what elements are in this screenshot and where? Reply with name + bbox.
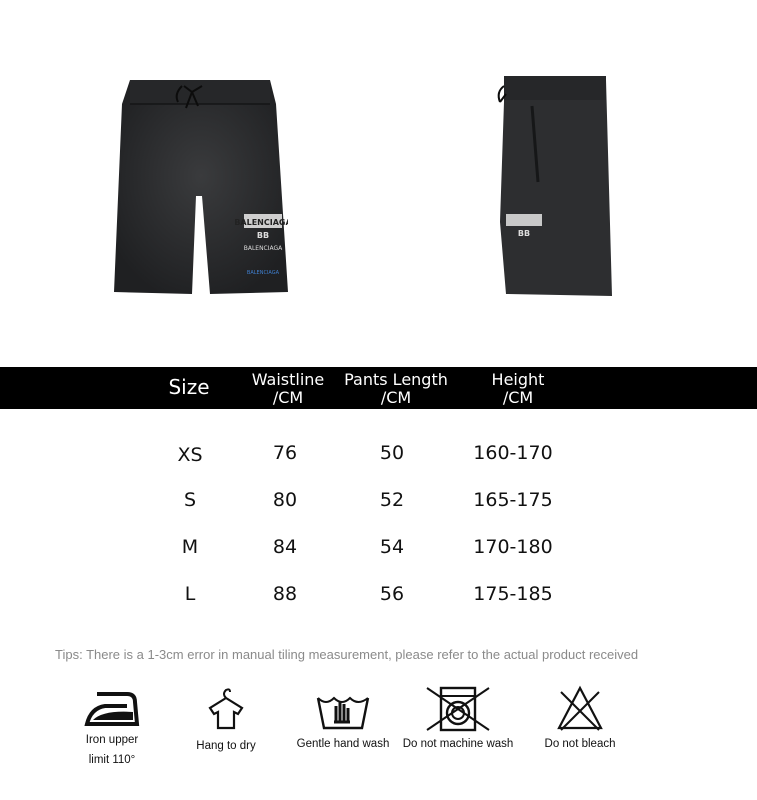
care-item-no-machine-wash xyxy=(398,684,518,754)
svg-text:BB: BB xyxy=(517,229,531,238)
header-pants-length: Pants Length /CM xyxy=(344,370,448,407)
height-cell: 175-185 xyxy=(473,583,553,605)
care-label: Gentle hand wash xyxy=(296,738,390,750)
hang-dry-icon xyxy=(204,684,248,734)
no-bleach-icon xyxy=(555,684,605,734)
shorts-front-image xyxy=(112,76,288,298)
iron-icon xyxy=(83,684,141,730)
length-cell: 50 xyxy=(379,442,405,464)
svg-text:BALENCIAGA: BALENCIAGA xyxy=(234,218,288,227)
waist-cell: 76 xyxy=(272,442,298,464)
height-cell: 165-175 xyxy=(473,489,553,511)
waist-cell: 88 xyxy=(272,583,298,605)
height-cell: 170-180 xyxy=(473,536,553,558)
length-cell: 52 xyxy=(379,489,405,511)
header-waistline: Waistline /CM xyxy=(251,370,325,407)
table-row xyxy=(0,583,757,611)
measurement-tips: Tips: There is a 1-3cm error in manual tiling measurement, please refer to the actual product received xyxy=(55,647,639,662)
svg-text:BALENCIAGA: BALENCIAGA xyxy=(246,270,280,276)
size-cell: L xyxy=(184,583,196,605)
header-height: Height /CM xyxy=(491,370,545,407)
care-item-hang-dry xyxy=(190,684,262,756)
svg-text:BALENCIAGA: BALENCIAGA xyxy=(243,245,283,252)
care-label: limit 110° xyxy=(88,754,136,766)
length-cell: 54 xyxy=(379,536,405,558)
care-label: Do not machine wash xyxy=(402,738,514,750)
waist-cell: 84 xyxy=(272,536,298,558)
care-label: Do not bleach xyxy=(544,738,616,750)
no-machine-wash-icon xyxy=(425,684,491,734)
size-cell: XS xyxy=(177,444,203,466)
care-label: Hang to dry xyxy=(196,740,256,752)
height-cell: 160-170 xyxy=(473,442,553,464)
length-cell: 56 xyxy=(379,583,405,605)
care-item-no-bleach xyxy=(535,684,625,754)
care-item-hand-wash xyxy=(293,684,393,754)
care-item-iron xyxy=(72,684,152,770)
shorts-side-image xyxy=(494,72,612,300)
size-table-header xyxy=(0,367,757,409)
waist-cell: 80 xyxy=(272,489,298,511)
care-label: Iron upper xyxy=(85,734,139,746)
table-row xyxy=(0,489,757,517)
hand-wash-icon xyxy=(314,684,372,734)
size-cell: M xyxy=(181,536,199,558)
table-row xyxy=(0,536,757,564)
header-size: Size xyxy=(168,375,210,399)
size-cell: S xyxy=(183,489,197,511)
svg-text:BB: BB xyxy=(256,231,270,240)
table-row xyxy=(0,442,757,470)
